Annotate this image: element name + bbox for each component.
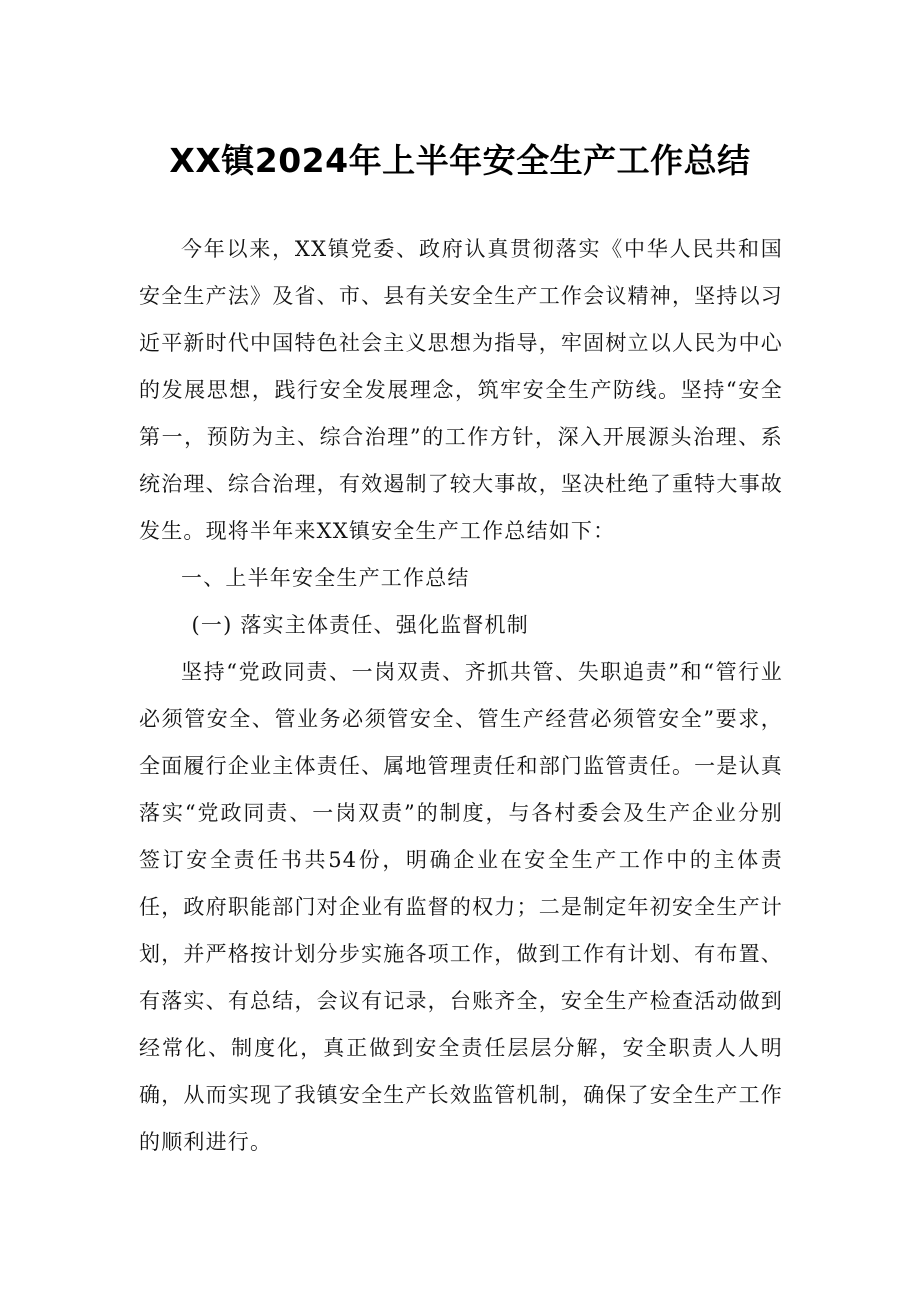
document-body [139,226,783,1166]
section-heading: 一、上半年安全生产工作总结 [181,566,470,590]
document-title: XX镇2024年上半年安全生产工作总结 [169,141,751,181]
subsection-body-paragraph: 坚持“党政同责、一岗双责、齐抓共管、失职追责”和“管行业必须管安全、管业务必须管安全、管生产经营必须管安全”要求，全面履行企业主体责任、属地管理责任和部门监管责任。一是认真落实“党政同责、一岗双责”的制度，与各村委会及生产企业分别签订安全责任书共54份，明确企业在安全生产工作中的主体责任，政府职能部门对企业有监督的权力；二是制定年初安全生产计划，并严格按计划分步实施各项工作，做到工作有计划、有布置、有落实、有总结，会议有记录，台账齐全，安全生产检查活动做到经常化、制度化，真正做到安全责任层层分解，安全职责人人明确，从而实现了我镇安全生产长效监管机制，确保了安全生产工作的顺利进行。 [139,660,783,1154]
subsection-heading: (一) 落实主体责任、强化监督机制 [191,613,529,637]
intro-paragraph: 今年以来，XX镇党委、政府认真贯彻落实《中华人民共和国安全生产法》及省、市、县有关安全生产工作会议精神，坚持以习近平新时代中国特色社会主义思想为指导，牢固树立以人民为中心的发展思想，践行安全发展理念，筑牢安全生产防线。坚持“安全第一，预防为主、综合治理”的工作方针，深入开展源头治理、系统治理、综合治理，有效遏制了较大事故，坚决杜绝了重特大事故发生。现将半年来XX镇安全生产工作总结如下： [139,237,783,543]
